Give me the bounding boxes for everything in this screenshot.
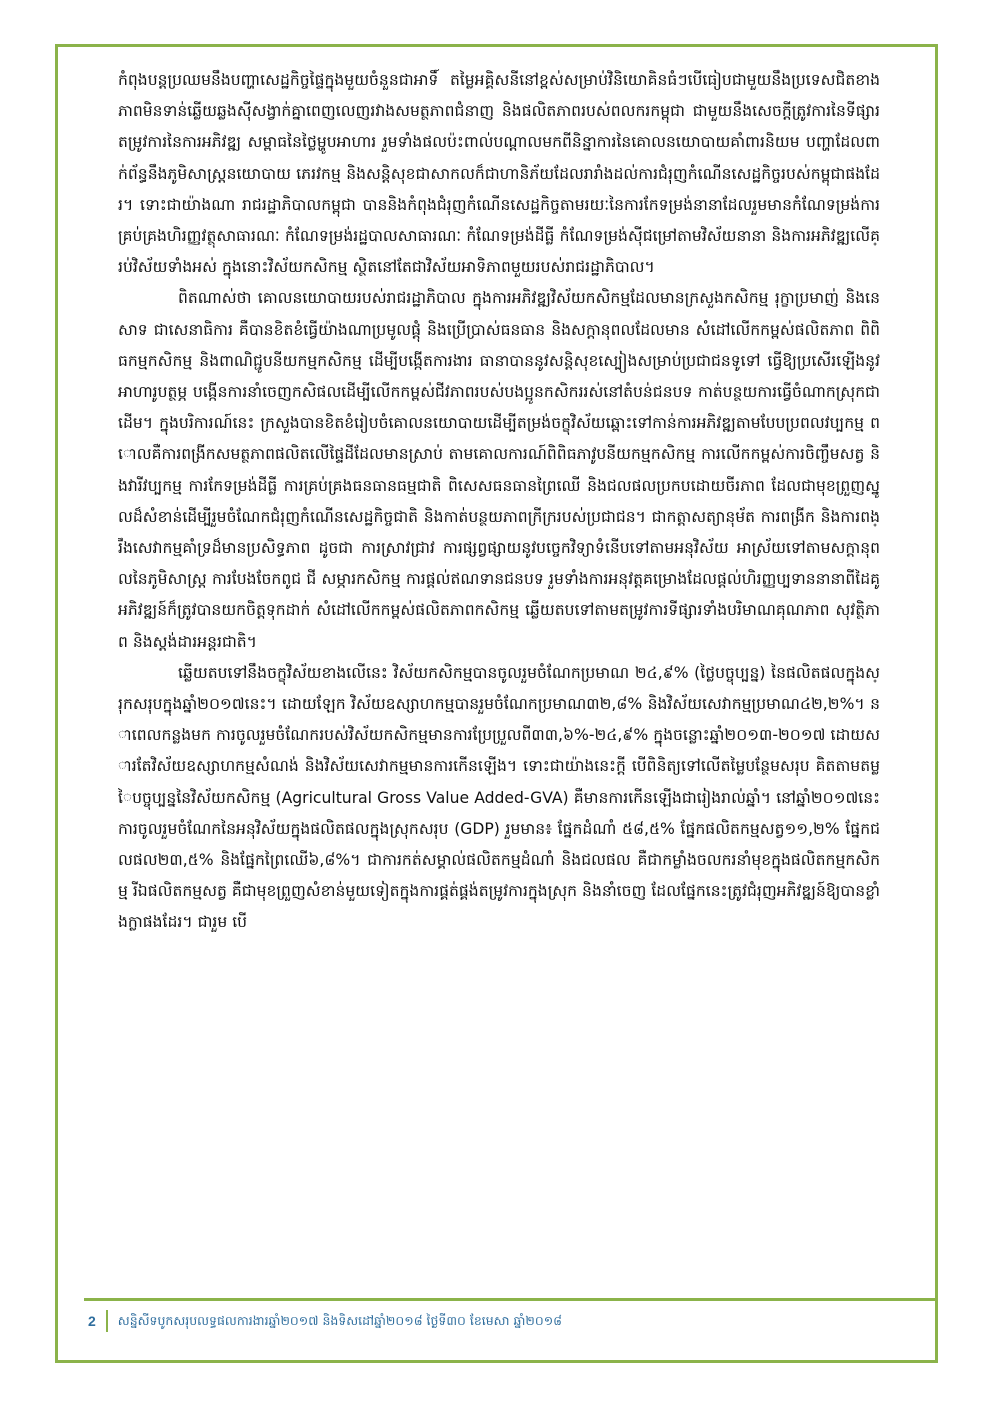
page-frame — [55, 44, 938, 1363]
paragraph-1: កំពុងបន្តប្រឈមនឹងបញ្ហាសេដ្ឋកិច្ចផ្ទៃក្នុងមួយចំនួនជាអាទិ៍ តម្លៃអគ្គិសនីនៅខ្ពស់សម្រាប់វិនិយោគិនធំៗបើធៀបជាមួយនឹងប្រទេសជិតខាង ភាពមិនទាន់ឆ្លើយឆ្លងស៊ីសង្វាក់គ្នាពេញលេញរវាងសមត្ថភាពជំនាញ និងផលិតភាពរបស់ពលករកម្ពុជា ជាមួយនឹងសេចក្តីត្រូវការនៃទីផ្សារ តម្រូវការនៃការអភិវឌ្ឍ សម្ពាធនៃថ្លៃម្ហូបអាហារ រួមទាំងផលប៉ះពាល់បណ្តាលមកពីនិន្នាការនៃគោលនយោបាយគាំពារនិយម បញ្ហាដែលពាក់ព័ន្ធនឹងភូមិសាស្ត្រនយោបាយ ភេរវកម្ម និងសន្តិសុខជាសាកលក៏ជាហានិភ័យដែលរារាំងដល់ការជំរុញកំណើនសេដ្ឋកិច្ចរបស់កម្ពុជាផងដែរ។ ទោះជាយ៉ាងណា រាជរដ្ឋាភិបាលកម្ពុជា បាននិងកំពុងជំរុញកំណើនសេដ្ឋកិច្ចតាមរយៈនៃការកែទម្រង់នានាដែលរួមមានកំណែទម្រង់ការគ្រប់គ្រងហិរញ្ញវត្ថុសាធារណៈ កំណែទម្រង់រដ្ឋបាលសាធារណៈ កំណែទម្រង់ដីធ្លី កំណែទម្រង់ស៊ីជម្រៅតាមវិស័យនានា និងការអភិវឌ្ឍលើគ្រប់វិស័យទាំងអស់ ក្នុងនោះវិស័យកសិកម្ម ស្ថិតនៅតែជាវិស័យអាទិភាពមួយរបស់រាជរដ្ឋាភិបាល។ — [118, 71, 880, 277]
page-number: 2 — [88, 1310, 108, 1332]
paragraph-2: ពិតណាស់ថា គោលនយោបាយរបស់រាជរដ្ឋាភិបាល ក្នុងការអភិវឌ្ឍវិស័យកសិកម្មដែលមានក្រសួងកសិកម្ម រុក្ខាប្រមាញ់ និងនេសាទ ជាសេនាធិការ គឺបានខិតខំធ្វើយ៉ាងណាប្រមូលផ្តុំ និងប្រើប្រាស់ធនធាន និងសក្តានុពលដែលមាន សំដៅលើកកម្ពស់ផលិតភាព ពិពិធកម្មកសិកម្ម និងពាណិជ្ជូបនីយកម្មកសិកម្ម ដើម្បីបង្កើតការងារ ធានាបាននូវសន្តិសុខស្បៀងសម្រាប់ប្រជាជនទូទៅ ធ្វើឱ្យប្រសើរឡើងនូវអាហារូបត្ថម្ភ បង្កើនការនាំចេញកសិផលដើម្បីលើកកម្ពស់ជីវភាពរបស់បងប្អូនកសិកររស់នៅតំបន់ជនបទ កាត់បន្ថយការធ្វើចំណាកស្រុកជាដើម។ ក្នុងបរិការណ៍នេះ ក្រសួងបានខិតខំរៀបចំគោលនយោបាយដើម្បីតម្រង់ចក្ខុវិស័យឆ្ពោះទៅកាន់ការអភិវឌ្ឍតាមបែបប្រពលវប្បកម្ម ពោលគឺការពង្រីកសមត្ថភាពផលិតលើផ្ទៃដីដែលមានស្រាប់ តាមគោលការណ៍ពិពិធភាវូបនីយកម្មកសិកម្ម ការលើកកម្ពស់ការចិញ្ចឹមសត្វ និងវារីវប្បកម្ម ការកែទម្រង់ដីធ្លី ការគ្រប់គ្រងធនធានធម្មជាតិ ពិសេសធនធានព្រៃឈើ និងជលផលប្រកបដោយចីរភាព ដែលជាមុខព្រួញស្នូលដ៏សំខាន់ដើម្បីរួមចំណែកជំរុញកំណើនសេដ្ឋកិច្ចជាតិ និងកាត់បន្ថយភាពក្រីក្ររបស់ប្រជាជន។ ជាកត្តាសត្យានុម័ត ការពង្រីក និងការពង្រឹងសេវាកម្មគាំទ្រដ៏មានប្រសិទ្ធភាព ដូចជា ការស្រាវជ្រាវ ការផ្សព្វផ្សាយនូវបច្ចេកវិទ្យាទំនើបទៅតាមអនុវិស័យ អាស្រ័យទៅតាមសក្តានុពលនៃភូមិសាស្ត្រ ការបែងចែកពូជ ជី សម្ភារកសិកម្ម ការផ្តល់ឥណទានជនបទ រួមទាំងការអនុវត្តគម្រោងដែលផ្តល់ហិរញ្ញប្បទាននានាពីដៃគូអភិវឌ្ឍន៍ក៏ត្រូវបានយកចិត្តទុកដាក់ សំដៅលើកកម្ពស់ផលិតភាពកសិកម្ម ឆ្លើយតបទៅតាមតម្រូវការទីផ្សារទាំងបរិមាណគុណភាព សុវត្ថិភាព និងស្តង់ដារអន្តរជាតិ។ — [118, 289, 880, 651]
footer-divider — [84, 1298, 935, 1301]
page-footer — [88, 1307, 562, 1335]
paragraph-3: ឆ្លើយតបទៅនឹងចក្ខុវិស័យខាងលើនេះ វិស័យកសិកម្មបានចូលរួមចំណែកប្រមាណ ២៤,៩% (ថ្លៃបច្ចុប្បន្ន) នៃផលិតផលក្នុងស្រុកសរុបក្នុងឆ្នាំ២០១៧នេះ។ ដោយឡែក វិស័យឧស្សាហកម្មបានរួមចំណែកប្រមាណ៣២,៨% និងវិស័យសេវាកម្មប្រមាណ៤២,២%។ នាពេលកន្លងមក ការចូលរួមចំណែករបស់វិស័យកសិកម្មមានការប្រែប្រួលពី៣៣,៦%-២៤,៩% ក្នុងចន្លោះឆ្នាំ២០១៣-២០១៧ ដោយសារតែវិស័យឧស្សាហកម្មសំណង់ និងវិស័យសេវាកម្មមានការកើនឡើង។ ទោះជាយ៉ាងនេះក្តី បើពិនិត្យទៅលើតម្លៃបន្ថែមសរុប គិតតាមតម្លៃបច្ចុប្បន្ននៃវិស័យកសិកម្ម (Agricultural Gross Value Added-GVA) គឺមានការកើនឡើងជារៀងរាល់ឆ្នាំ។ នៅឆ្នាំ២០១៧នេះ ការចូលរួមចំណែកនៃអនុវិស័យក្នុងផលិតផលក្នុងស្រុកសរុប (GDP) រួមមាន៖ ផ្នែកដំណាំ ៥៨,៥% ផ្នែកផលិតកម្មសត្វ១១,២% ផ្នែកជលផល២៣,៥% និងផ្នែកព្រៃឈើ៦,៨%។ ជាការកត់សម្គាល់ផលិតកម្មដំណាំ និងជលផល គឺជាកម្លាំងចលករនាំមុខក្នុងផលិតកម្មកសិកម្ម រីឯផលិតកម្មសត្វ គឺជាមុខព្រួញសំខាន់មួយទៀតក្នុងការផ្គត់ផ្គង់តម្រូវការក្នុងស្រុក និងនាំចេញ ដែលផ្នែកនេះត្រូវជំរុញអភិវឌ្ឍន៍ឱ្យបានខ្លាំងក្លាផងដែរ។ ជារួម បើ — [118, 663, 880, 932]
footer-caption: សន្និសីទបូកសរុបលទ្ធផលការងារឆ្នាំ២០១៧ និងទិសដៅឆ្នាំ២០១៨ ថ្ងៃទី៣០ ខែមេសា ឆ្នាំ២០១៨ — [117, 1313, 563, 1328]
document-body — [118, 65, 880, 1285]
